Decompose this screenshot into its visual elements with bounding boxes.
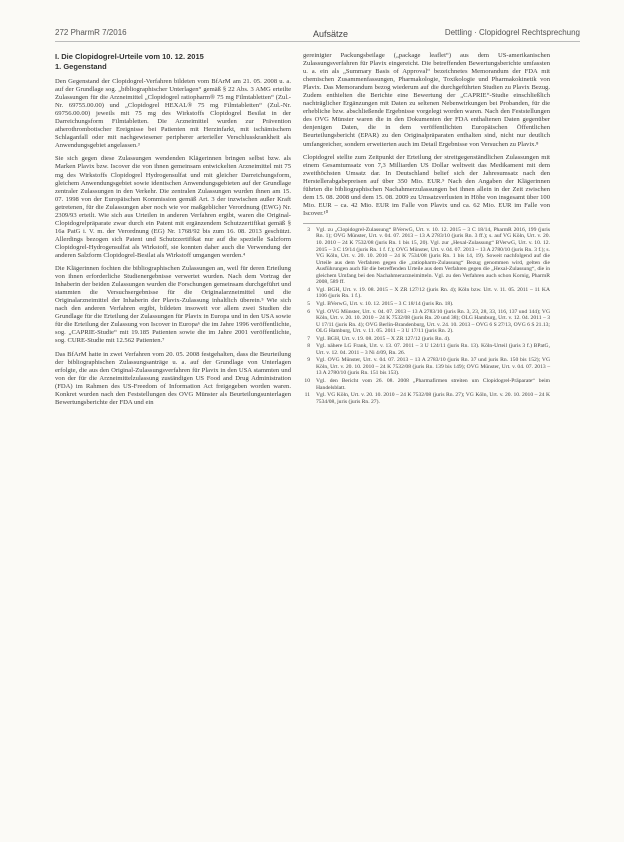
footnote [303,287,550,300]
footnote-text: Vgl. OVG Münster, Urt. v. 04. 07. 2013 – 13 A 2783/10 (juris Rn. 37 und juris Rn. 150 bis 152); VG Köln, Urt. v. 20. 10. 2010 – 24 K 7532/08 (juris Rn. 139 bis 149); OVG Münster, Urt. v. 04. 07. 2013 – 13 A 2780/10 (juris Rn. 151 bis 153). [316,357,550,377]
footnote [303,227,550,286]
paragraph: Den Gegenstand der Clopidogrel-Verfahren bildeten vom BfArM am 21. 05. 2008 u. a. auf der Grundlage sog. „bibliographischer Unterlagen“ gemäß § 22 Abs. 3 AMG erteilte Zulassungen für die Arzneimittel „Clopidogrel ratiopharm® 75 mg Filmtabletten“ (Zul.-Nr. 69755.00.00) und „Clopidogrel HEXAL® 75 mg Filmtabletten“ (Zul.-Nr. 69756.00.00) jeweils mit 75 mg des Wirkstoffs Clopidogrel Besilat in der Darreichungsform Filmtabletten. Die Arzneimittel wurden zur Prävention atherothrombotischer Ereignisse bei Patienten mit Herzinfarkt, mit ischämischem Schlaganfall oder mit nachgewiesener peripherer arterieller Verschlusskrankheit als Anwendungsgebiet angelassen.³ [55,78,291,150]
right-column [303,52,550,408]
footnote [303,392,550,405]
footnote-text: Vgl. BGH, Urt. v. 19. 08. 2015 – X ZR 127/12 (juris Rn. 4); Köln bzw. Urt. v. 11. 05. 2011 – 11 KA 1106 (juris Rn. 1 f.). [316,286,550,300]
footnote-text: Vgl. den Bericht vom 26. 08. 2008 „Pharmafirmen streiten um Clopidogrel-Präparate“ beim Handelsblatt. [316,377,550,391]
running-header [55,28,580,42]
header-page-journal: 272 PharmR 7/2016 [55,28,127,37]
footnote-text: Vgl. nähere LG Frank, Urt. v. 13. 07. 2011 – 3 U 124/11 (juris Rn. 13). Köln-Urteil (juris 3 f.) BPatG, Urt. v. 12. 04. 2011 – 3 Ni 4/09, Rn. 26. [316,343,550,356]
header-section-title: Aufsätze [313,29,349,39]
header-rule [55,41,580,42]
paragraph: Das BfArM hatte in zwei Verfahren vom 20. 05. 2008 festgehalten, dass die Beurteilung der bibliographischen Zulassungsanträge u. a. auf der Grundlage von Unterlagen erfolgte, die aus den Original-Zulassungsverfahren für Plavix in den USA stammten und von der für die Arzneimittelzulassung zuständigen US Food and Drug Administration (FDA) im Rahmen des US-Freedom of Information Act freigegeben worden waren. Konkret wurden nach den Feststellungen des OVG Münster als Beurteilungsunterlagen Bewertungsberichte der FDA und ein [55,350,291,406]
paragraph: Clopidogrel stellte zum Zeitpunkt der Erteilung der streitgegenständlichen Zulassungen mit einem Gesamtumsatz von 7,3 Milliarden US Dollar weltweit das Medikament mit dem zweithöchsten Umsatz dar. In Deutschland belief sich der Jahresumsatz nach den Herstellerabgabepreisen auf über 350 Mio. EUR.⁹ Nach den Angaben der Klägerinnen führten die bibliographischen Nachahmerzulassungen bei ihnen allein in der Zeit zwischen dem 15. 08. 2008 und dem 15. 08. 2009 zu Umsatzverlusten in Höhe von insgesamt über 100 Mio. EUR – ca. 42 Mio. EUR im Falle von Plavix und ca. 62 Mio. EUR im Falle von Iscover.¹⁰ [303,153,550,217]
footnote [303,343,550,356]
header-article-title: Dettling · Clopidogrel Rechtsprechung [444,28,580,37]
footnote-number: 10 [304,377,310,384]
footnote-number: 4 [307,286,310,293]
footnote-text: Vgl. OVG Münster, Urt. v. 04. 07. 2013 – 13 A 2783/10 (juris Rn. 3, 23, 28, 33, 116, 137 und 144); VG Köln, Urt. v. 20. 10. 2010 – 24 K 7532/08 (juris Rn. 20 und 38); OLG Hamburg, Urt. v. 12. 04. 2011 – 3 U 17/11 (juris Rn. 4); OVG Berlin-Brandenburg, Urt. v. 24. 10. 2013 – OVG 6 S 27/13, OVG 6 S 21.13; OLG Hamburg, Urt. v. 11. 05. 2011 – 3 U 17/11 (juris Rn. 2). [316,308,550,335]
footnote-number: 5 [307,300,310,307]
footnote-number: 9 [307,357,310,364]
footnote-text: Vgl. zu „Clopidogrel-Zulassung“ BVerwG, Urt. v. 10. 12. 2015 – 3 C 18/14, PharmR 2016, 199 (juris Rn. 1); OVG Münster, Urt. v. 04. 07. 2013 – 13 A 2783/10 (juris Rn. 3 ff.); s. auf VG Köln, Urt. v. 20. 10. 2010 – 24 K 7532/08 (juris Rn. 1 bis 15, 20). Vgl. zur „Hexal-Zulassung“ BVerwG, Urt. v. 10. 12. 2015 – 3 C 19/14 (juris Rn. 1 f. f.); OVG Münster, Urt. v. 04. 07. 2013 – 13 A 2780/10 (juris Rn. 3 f.); s. VG Köln, Urt. v. 20. 10. 2010 – 24 K 7534/08 (juris Rn. 1 bis 14, 19). Soweit nachfolgend auf die Urteile aus dem Verfahren gegen die „ratiopharm-Zulassung“ Bezug genommen wird, gelten die Ausführungen auch für die betreffenden Urteile aus dem Verfahren gegen die „Hexal-Zulassung“, die in gleichem Umfang bei den Nachahmerarzneimitteln. Vgl. zu den Verfahren auch schon Kornig, PharmR 2008, 589 ff. [316,226,550,286]
footnote-number: 6 [307,308,310,315]
footnote [303,378,550,391]
paragraph: Sie sich gegen diese Zulassungen wendenden Klägerinnen bringen selbst bzw. als Marken Plavix bzw. Iscover die von ihnen gemeinsam entwickelten Arzneimittel mit 75 mg des Wirkstoffs Clopidogrel Hydrogensulfat und mit gleicher Darreichungsform, gleichem Anwendungsgebiet sowie identischen Anwendungsgebieten auf der Grundlage zentraler Zulassungen in den Verkehr. Die zentralen Zulassungen wurden ihnen am 15. 07. 1998 von der Europäischen Kommission gemäß Art. 3 der inzwischen außer Kraft getretenen, für die Zulassungen aber noch wie vor maßgeblicher Verordnung (EWG) Nr. 2309/93 erteilt. Wie sich aus Urteilen in anderen Verfahren ergibt, waren die Original-Clopidogrelpräparate zwar durch ein Patent mit ergänzendem Schutzzertifikat gemäß § 16a PatG i. V. m. der Verordnung (EG) Nr. 1768/92 bis zum 16. 08. 2013 geschützt. Allerdings bezogen sich Patent und Schutzzertifikat nur auf die spezielle Salzform Clopidogrel-Hydrogensulfat als Wirkstoff, sie konnten daher auch die Verwendung der anderen Salzform Clopidogrel-Besilat als Wirkstoff umgangen werden.⁴ [55,155,291,259]
footnote-text: Vgl. BGH, Urt. v. 19. 08. 2015 – X ZR 127/12 (juris Rn. 4). [316,335,451,342]
footnote [303,309,550,335]
footnotes [303,223,550,407]
footnote-number: 7 [307,335,310,342]
footnote-text: Vgl. VG Köln, Urt. v. 20. 10. 2010 – 24 K 7532/08 (juris Rn. 27); VG Köln, Urt. v. 20. 10. 2010 – 24 K 7534/08, juris (juris Rn. 27). [316,392,550,405]
footnote [303,336,550,343]
footnote-number: 3 [307,226,310,233]
section-heading: I. Die Clopidogrel-Urteile vom 10. 12. 2015 [55,52,204,61]
footnote-text: Vgl. BVerwG, Urt. v. 10. 12. 2015 – 3 C 18/14 (juris Rn. 18). [316,300,454,307]
paragraph: gereinigter Packungsbeilage („package leaflet“) aus dem US-amerikanischen Zulassungsverfahren für Plavix eingereicht. Die betreffenden Bewertungsberichte umfassten u. a. ein als „Summary Basis of Approval“ bezeichnetes Memorandum der FDA mit chemischen Zusammenfassungen, Pharmakologie, Toxikologie und Pharmakokinetik von Plavix. Das Memorandum bezog wiederum auf die durchgeführten Studien zu Plavix Bezug. Zudem enthielten die Berichte eine Bewertung der „CAPRIE“-Studie einschließlich nachträglicher Ergänzungen mit Daten zu seltenen Nebenwirkungen bei Probanden, für die erhebliche bzw. abschließende Ergebnisse vorgelegt worden waren. Nach den Feststellungen des OVG Münster waren die in den Dokumenten der FDA enthaltenen Daten gegenüber denjenigen Daten, die in dem veröffentlichten Europäischen Öffentlichen Beurteilungsbericht (EPAR) zu den Originalpräparaten enthalten sind, nicht nur deutlich umfangreicher, sondern erweiterten auch im Detail Ergebnisse von Versuchen zu Plavix.⁸ [303,52,550,148]
footnote-number: 11 [304,392,310,399]
footnote [303,357,550,377]
left-column [55,52,291,412]
footnote-number: 8 [307,343,310,350]
footnote [303,301,550,308]
paragraph: Die Klägerinnen fochten die bibliographischen Zulassungen an, weil für deren Erteilung von ihnen erforderliche Studienergebnisse verwertet wurden. Nach dem Vortrag der Inhaberin der beiden Zulassungen wurden die Forschungen gemeinsam durchgeführt und stammten die Versuchsergebnisse für die Originalarzneimittel und die Originalarzneimittel der Inhaberin der Plavix-Zulassung inhaltlich überein.⁵ Wie sich nach den anderen Verfahren ergibt, bildeten insoweit vor allem zwei Studien die Grundlage für die Erteilung der Zulassungen für Plavix in Europa und in den USA sowie für die Erteilung der Zulassung von Iscover in Europa⁶ die im Jahre 1996 veröffentlichte, sog. „CAPRIE-Studie“ mit 19.185 Patienten sowie die im Jahre 2001 veröffentlichte, sog. CURE-Studie mit 12.562 Patienten.⁷ [55,265,291,345]
subsection-heading: 1. Gegenstand [55,62,107,71]
